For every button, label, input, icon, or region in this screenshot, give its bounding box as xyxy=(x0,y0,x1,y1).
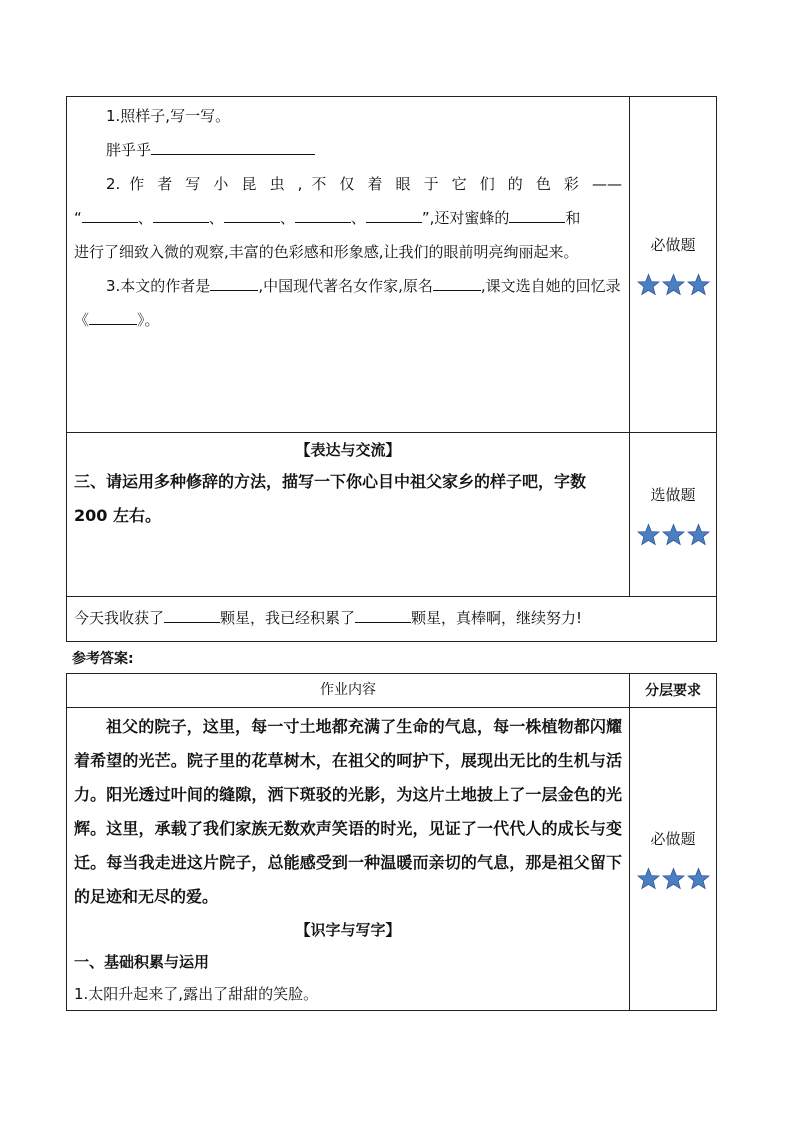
star-icon xyxy=(662,523,685,546)
col-header-level: 分层要求 xyxy=(645,682,701,699)
star-icon xyxy=(687,523,710,546)
level-required-label: 必做题 xyxy=(650,830,696,848)
star-icon xyxy=(687,867,710,890)
answer-blank[interactable] xyxy=(295,206,351,223)
table1-row-expression xyxy=(67,432,716,596)
answer-blank[interactable] xyxy=(89,308,137,325)
question-2-line-1: 2. 作 者 写 小 昆 虫 , 不 仅 着 眼 于 它 们 的 色 彩 —— xyxy=(106,175,622,193)
questions-cell xyxy=(67,97,630,432)
section-title-characters: 【识字与写字】 xyxy=(295,921,401,939)
level-required-label: 必做题 xyxy=(650,235,696,254)
summary-text: 今天我收获了 颗星，我已经积累了 颗星，真棒啊，继续努力! xyxy=(74,599,709,637)
writing-task: 三、请运用多种修辞的方法，描写一下你心目中祖父家乡的样子吧，字数 200 左右。 xyxy=(74,472,587,525)
homework-table-1 xyxy=(66,96,717,642)
answer-blank[interactable] xyxy=(210,274,258,291)
answer-content-cell xyxy=(67,708,630,1010)
answer-blank[interactable] xyxy=(366,206,422,223)
answer-blank[interactable] xyxy=(355,606,411,623)
question-2-line-3: 进行了细致入微的观察,丰富的色彩感和形象感,让我们的眼前明亮绚丽起来。 xyxy=(74,243,579,261)
answer-blank[interactable] xyxy=(433,274,481,291)
star-icon xyxy=(637,273,660,296)
table1-row-questions xyxy=(67,97,716,432)
answer-blank[interactable] xyxy=(153,206,209,223)
question-1-example: 胖乎乎 xyxy=(74,133,622,167)
level-cell xyxy=(630,97,716,432)
star-icon xyxy=(637,867,660,890)
answers-heading: 参考答案: xyxy=(72,651,134,667)
star-icon xyxy=(687,273,710,296)
level-cell xyxy=(630,433,716,596)
answer-blank[interactable] xyxy=(151,138,315,155)
star-icon xyxy=(637,523,660,546)
section-title-expression: 【表达与交流】 xyxy=(295,441,401,459)
answer-blank[interactable] xyxy=(82,206,138,223)
table1-row-summary xyxy=(67,596,716,641)
rating-stars xyxy=(637,523,710,546)
question-1: 1.照样子,写一写。 xyxy=(106,107,231,125)
question-3: 3.本文的作者是 ,中国现代著名女作家,原名 ,课文选自她的回忆录《 》。 xyxy=(74,269,622,337)
answer-table xyxy=(66,673,717,1011)
answer-blank[interactable] xyxy=(224,206,280,223)
rating-stars xyxy=(637,867,710,890)
level-optional-label: 选做题 xyxy=(650,485,696,504)
answer-blank[interactable] xyxy=(509,206,565,223)
rating-stars xyxy=(637,273,710,296)
sample-essay: 祖父的院子，这里，每一寸土地都充满了生命的气息，每一株植物都闪耀着希望的光芒。院子里的花草树木，在祖父的呵护下，展现出无比的生机与活力。阳光透过叶间的缝隙，洒下斑驳的光影，为这片土地披上了一层金色的光辉。这里，承载了我们家族无数欢声笑语的时光，见证了一代代人的成长与变迁。每当我走进这片院子，总能感受到一种温暖而亲切的气息，那是祖父留下的足迹和无尽的爱。 xyxy=(74,717,622,906)
answer-blank[interactable] xyxy=(164,606,220,623)
expression-cell xyxy=(67,433,630,596)
star-icon xyxy=(662,867,685,890)
col-header-content: 作业内容 xyxy=(67,674,630,707)
section-basics: 一、基础积累与运用 xyxy=(74,953,210,971)
answer-1: 1.太阳升起来了,露出了甜甜的笑脸。 xyxy=(74,985,319,1003)
table2-header-row xyxy=(67,674,716,707)
summary-cell xyxy=(67,597,716,641)
star-icon xyxy=(662,273,685,296)
question-2-line-2: “ 、 、 、 、 ”,还对蜜蜂的 和 xyxy=(74,201,622,235)
table2-body-row xyxy=(67,707,716,1010)
level-cell xyxy=(630,708,716,1010)
